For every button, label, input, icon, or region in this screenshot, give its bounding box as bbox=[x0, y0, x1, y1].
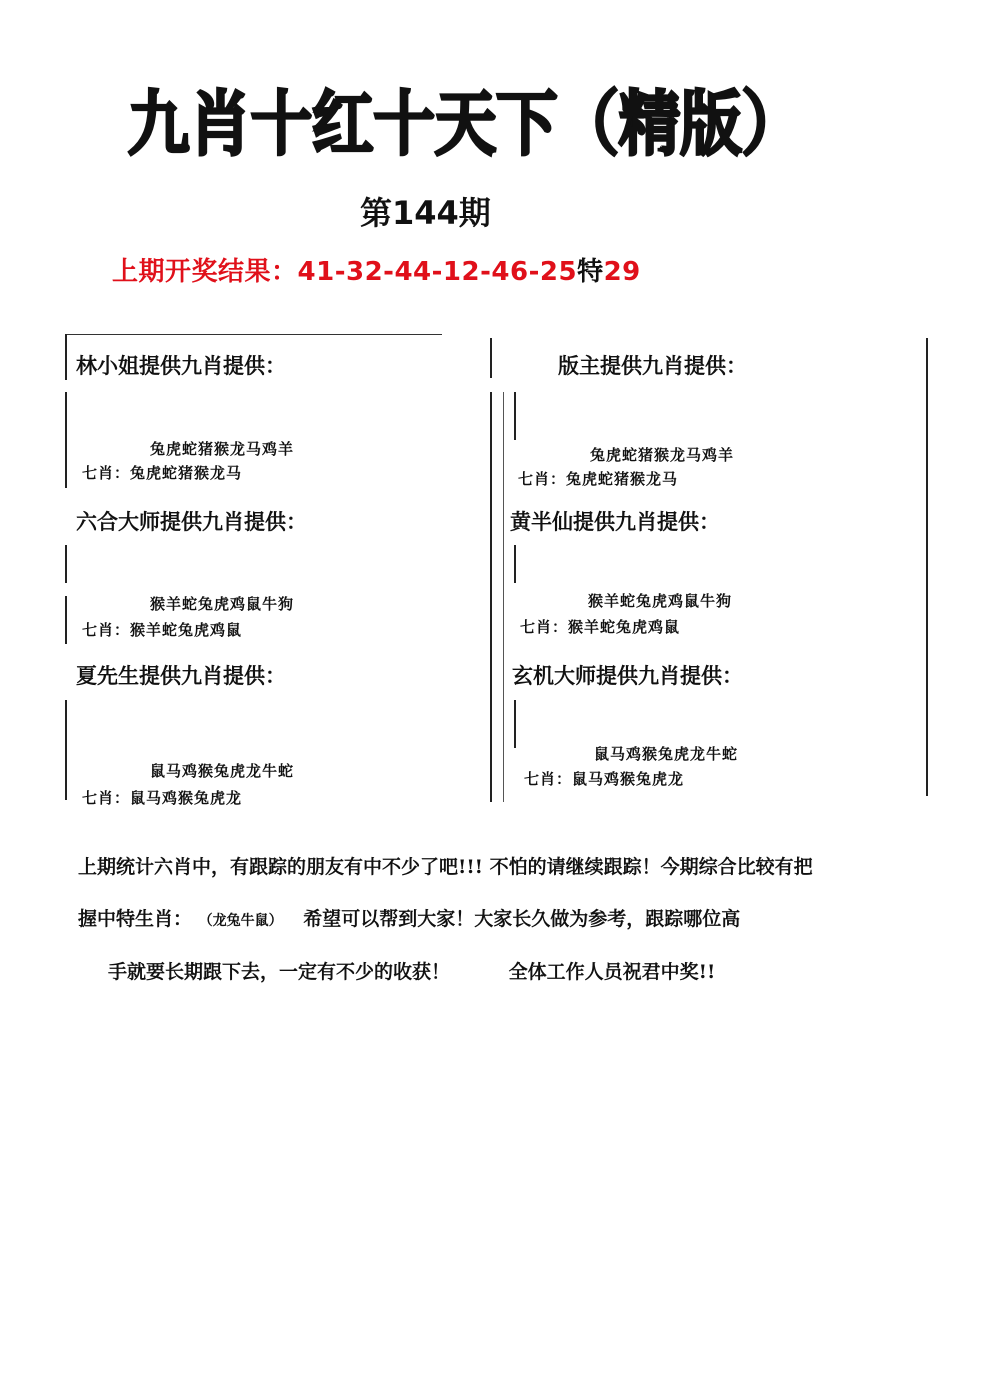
left-border-5 bbox=[65, 700, 67, 800]
summary-line-2-b: 希望可以帮到大家！大家长久做为参考，跟踪哪位高 bbox=[303, 908, 741, 930]
mid-border-b bbox=[490, 392, 492, 802]
seven-zodiac-list: 猴羊蛇兔虎鸡鼠 bbox=[130, 621, 243, 639]
left-border-3 bbox=[65, 545, 67, 583]
last-draw-result bbox=[112, 251, 641, 288]
seven-zodiac-list: 兔虎蛇猪猴龙马 bbox=[130, 464, 243, 482]
nine-zodiac-list: 猴羊蛇兔虎鸡鼠牛狗 bbox=[588, 592, 733, 610]
seven-label: 七肖： bbox=[82, 789, 131, 807]
seven-zodiac-list: 兔虎蛇猪猴龙马 bbox=[566, 470, 679, 488]
nine-zodiac-list: 兔虎蛇猪猴龙马鸡羊 bbox=[590, 446, 735, 464]
summary-line-3-b: 全体工作人员祝君中奖!! bbox=[508, 961, 716, 983]
left-border-4 bbox=[65, 596, 67, 644]
right-border bbox=[926, 338, 928, 796]
result-numbers: 41-32-44-12-46-25 bbox=[297, 257, 578, 287]
seven-zodiac-row bbox=[520, 616, 680, 637]
table-top-border bbox=[66, 334, 442, 335]
nine-zodiac-list: 鼠马鸡猴兔虎龙牛蛇 bbox=[594, 745, 739, 763]
special-zodiac-pick: （龙兔牛鼠） bbox=[198, 913, 283, 929]
page-title-text: 九肖十红十天下（精版） bbox=[128, 83, 803, 165]
page-title bbox=[120, 72, 820, 172]
nine-zodiac-list: 鼠马鸡猴兔虎龙牛蛇 bbox=[150, 762, 295, 780]
seven-zodiac-list: 猴羊蛇兔虎鸡鼠 bbox=[568, 618, 681, 636]
mid-border-a bbox=[490, 338, 492, 378]
seven-zodiac-row bbox=[524, 768, 684, 789]
nine-zodiac-list: 兔虎蛇猪猴龙马鸡羊 bbox=[150, 440, 295, 458]
seven-label: 七肖： bbox=[524, 770, 573, 788]
provider-title: 版主提供九肖提供： bbox=[558, 353, 747, 378]
provider-title: 六合大师提供九肖提供： bbox=[76, 509, 307, 534]
seven-zodiac-row bbox=[82, 619, 242, 640]
summary-line-2 bbox=[78, 904, 740, 931]
seven-zodiac-row bbox=[518, 468, 678, 489]
seven-zodiac-list: 鼠马鸡猴兔虎龙 bbox=[130, 789, 243, 807]
seven-zodiac-list: 鼠马鸡猴兔虎龙 bbox=[572, 770, 685, 788]
summary-line-2-a: 握中特生肖： bbox=[78, 908, 193, 930]
issue-number: 第144期 bbox=[360, 194, 491, 232]
left-border-1 bbox=[65, 334, 67, 380]
seven-zodiac-row bbox=[82, 462, 242, 483]
provider-title: 黄半仙提供九肖提供： bbox=[510, 509, 720, 534]
provider-title: 林小姐提供九肖提供： bbox=[76, 353, 286, 378]
seven-zodiac-row bbox=[82, 787, 242, 808]
nine-zodiac-list: 猴羊蛇兔虎鸡鼠牛狗 bbox=[150, 595, 295, 613]
provider-title: 玄机大师提供九肖提供： bbox=[512, 663, 743, 688]
summary-line-3-a: 手就要长期跟下去，一定有不少的收获！ bbox=[108, 961, 451, 983]
provider-title: 夏先生提供九肖提供： bbox=[76, 663, 286, 688]
left-border-2 bbox=[65, 392, 67, 488]
summary-line-1: 上期统计六肖中，有跟踪的朋友有中不少了吧!!! 不怕的请继续跟踪！今期综合比较有把 bbox=[78, 856, 813, 878]
seven-label: 七肖： bbox=[82, 464, 131, 482]
seven-label: 七肖： bbox=[82, 621, 131, 639]
mid-border-f bbox=[514, 700, 516, 748]
mid-border-d bbox=[514, 392, 516, 440]
mid-border-c bbox=[503, 392, 504, 802]
special-number: 29 bbox=[603, 257, 641, 287]
seven-label: 七肖： bbox=[518, 470, 567, 488]
result-label: 上期开奖结果： bbox=[112, 257, 298, 287]
summary-line-3 bbox=[108, 957, 715, 984]
mid-border-e bbox=[514, 545, 516, 583]
special-label: 特 bbox=[577, 257, 604, 287]
seven-label: 七肖： bbox=[520, 618, 569, 636]
